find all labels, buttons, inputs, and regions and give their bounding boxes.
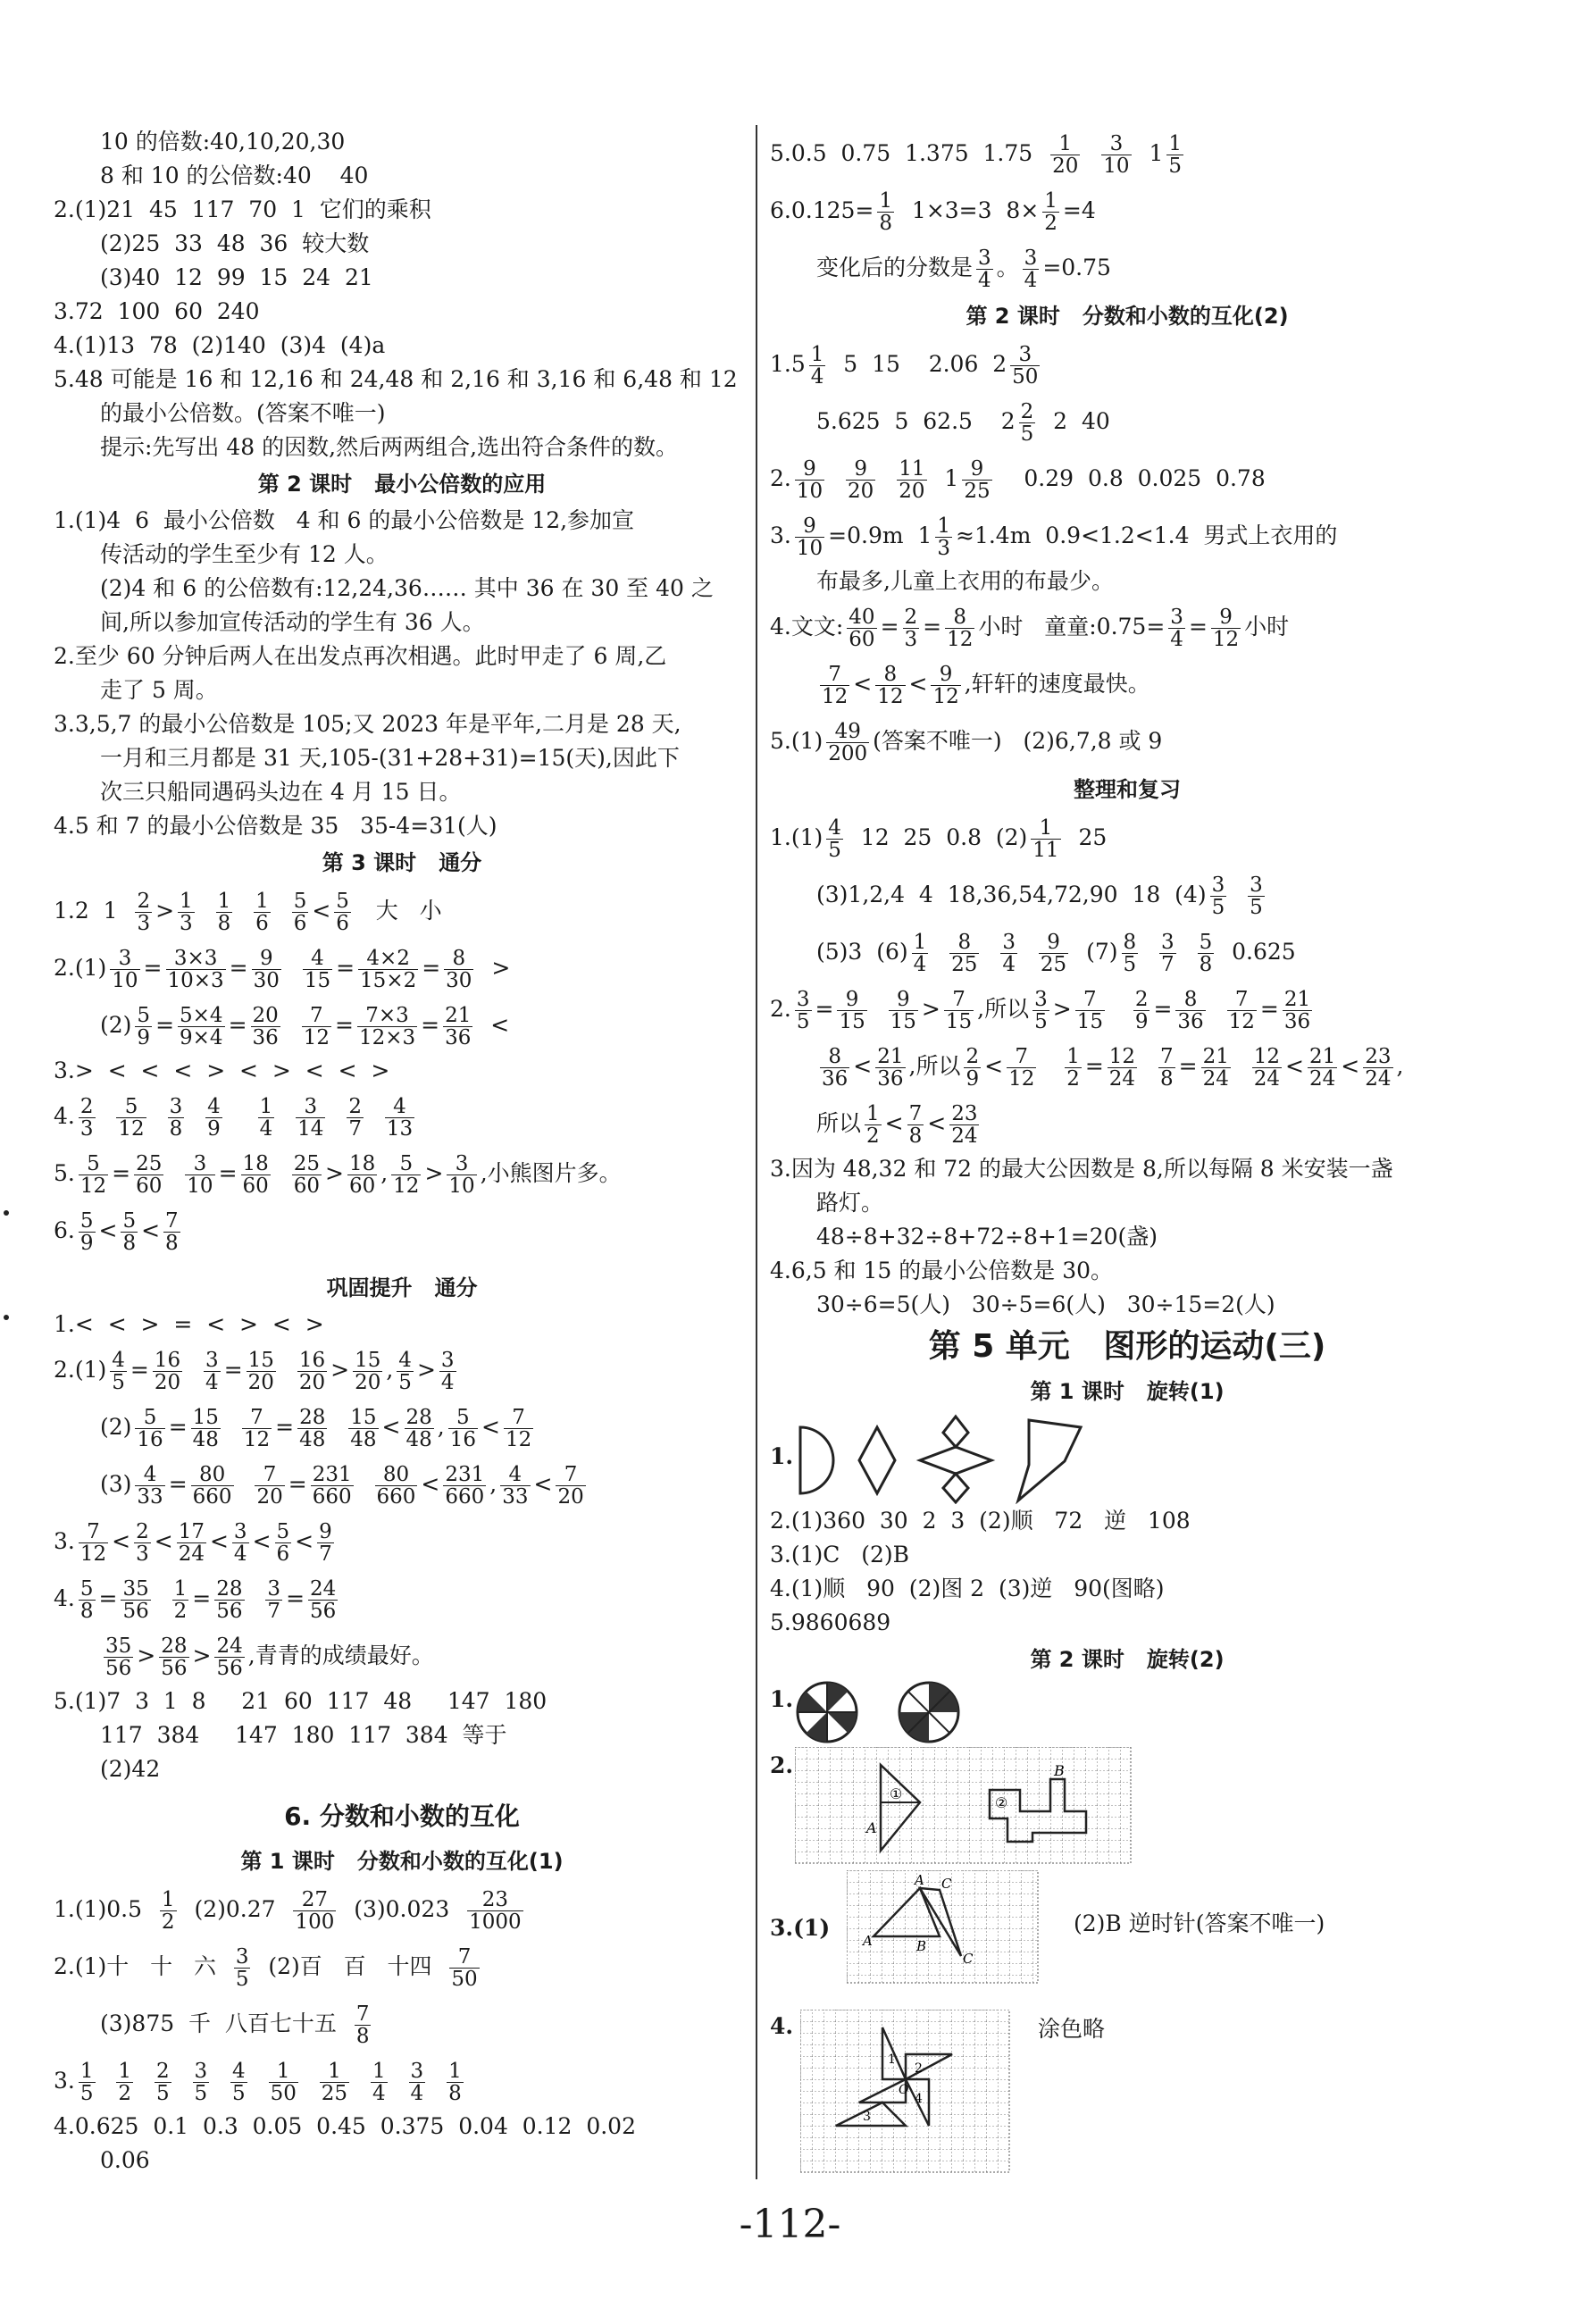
label-4: 4	[915, 2092, 923, 2106]
text-line: 0.06	[100, 2147, 150, 2173]
text-line: 1.(1)4 6 最小公倍数 4 和 6 的最小公倍数是 12,参加宣	[54, 507, 635, 533]
grid-figure-4: 4. 1 2 3 4 O 涂色略	[770, 2010, 1484, 2179]
answer-line: 1.(1)0.5 $\frac{1}{2}$ (2)0.27 $\frac{27}{100}$ (3)0.023 $\frac{23}{1000}$	[54, 1887, 522, 1934]
diamond-shape	[859, 1427, 895, 1493]
wheel-figures	[795, 1679, 991, 1745]
section-heading: 巩固提升 通分	[326, 1275, 478, 1300]
text-span: 变化后的分数是	[816, 255, 974, 280]
section-heading: 第 2 课时 分数和小数的互化(2)	[966, 304, 1289, 329]
answer-line: 4.文文: $\frac{40}{60}$ = $\frac{2}{3}$ = $\frac{8}{12}$ 小时 童童:0.75= $\frac{3}{4}$ = $\frac{9}{12}$ 小时	[770, 605, 1290, 651]
text-line: 布最多,儿童上衣用的布最少。	[816, 568, 1114, 594]
unit-heading: 第 5 单元 图形的运动(三)	[928, 1328, 1326, 1365]
half-circle-shape	[800, 1427, 833, 1493]
text-line: 3.72 100 60 240	[54, 298, 260, 324]
section-heading: 第 2 课时 最小公倍数的应用	[257, 472, 547, 497]
text-span: 男式上衣用的	[1203, 522, 1338, 548]
label-b: B	[916, 1938, 927, 1954]
section-heading: 第 1 课时 旋转(1)	[1030, 1379, 1225, 1404]
column-divider	[756, 125, 757, 2179]
text-line: 5.9860689	[770, 1609, 891, 1635]
answer-line: 5. $\frac{5}{12}$ = $\frac{25}{60}$ $\frac{3}{10}$ = $\frac{18}{60}$ $\frac{25}{60}$ > $\frac{18}{60}$ , $\frac{5}{12}$ > $\frac{3}{10}$ ,小熊图片多。	[54, 1151, 622, 1198]
section-heading: 整理和复习	[1074, 777, 1181, 802]
answer-line: 2. $\frac{9}{10}$ $\frac{9}{20}$ $\frac{11}{20}$ 1 $\frac{9}{25}$ 0.29 0.8 0.025 0.78	[770, 456, 1266, 503]
shape-figures	[795, 1411, 1152, 1504]
text-line: 117 384 147 180 117 384 等于	[100, 1722, 507, 1748]
text-line: (2)4 和 6 的公倍数有:12,24,36…… 其中 36 在 30 至 40 之	[100, 575, 714, 601]
text-line: 间,所以参加宣传活动的学生有 36 人。	[100, 609, 485, 635]
label-2: 2	[915, 2061, 923, 2076]
label-3: 3	[863, 2110, 871, 2124]
pie-figures: 1.	[770, 1679, 1484, 1745]
text-line: (3)40 12 99 15 24 21	[100, 264, 373, 290]
label-a2: A	[863, 1933, 873, 1949]
answer-line: 所以 $\frac{1}{2}$ < $\frac{7}{8}$ < $\frac{23}{24}$	[816, 1101, 978, 1148]
label-o: O	[899, 2083, 909, 2097]
answer-line: 6.0.125= $\frac{1}{8}$ 1×3=3 8× $\frac{1}{2}$ =4	[770, 188, 1096, 235]
margin-dot	[4, 1210, 9, 1216]
text-span: 4.文文:	[770, 614, 844, 640]
text-span: 小时	[1244, 614, 1290, 640]
answer-line: (3)1,2,4 4 18,36,54,72,90 18 (4) $\frac{3}{5}$ $\frac{3}{5}$	[816, 873, 1263, 919]
text-span: 大 小	[375, 898, 442, 924]
answer-line: 4. $\frac{5}{8}$ = $\frac{35}{56}$ $\frac{1}{2}$ = $\frac{28}{56}$ $\frac{3}{7}$ = $\frac{24}{56}$	[54, 1576, 337, 1623]
text-line: 1.< < > = < > < >	[54, 1311, 324, 1337]
text-line: 3.> < < < > < > < < >	[54, 1058, 390, 1083]
answer-line: $\frac{7}{12}$ < $\frac{8}{12}$ < $\frac{9}{12}$ ,轩轩的速度最快。	[822, 662, 1150, 708]
answer-line: 6. $\frac{5}{9}$ < $\frac{5}{8}$ < $\frac{7}{8}$	[54, 1208, 179, 1255]
bent-shape	[1018, 1420, 1081, 1501]
text-span: (3)875 千 八百七十五	[100, 2011, 337, 2036]
text-line: 传活动的学生至少有 12 人。	[100, 541, 389, 567]
text-span: ,小熊图片多。	[480, 1160, 622, 1186]
answer-line: 5.625 5 62.5 2 $\frac{2}{5}$ 2 40	[816, 399, 1110, 446]
rotation-grid	[795, 1747, 1134, 1867]
text-line: 4.(1)13 78 (2)140 (3)4 (4)a	[54, 332, 386, 358]
grid-background	[795, 1747, 1131, 1863]
text-span: (答案不唯一) (2)6,7,8 或 9	[873, 728, 1163, 754]
answer-line: 变化后的分数是 $\frac{3}{4}$ 。 $\frac{3}{4}$ =0.75	[816, 246, 1111, 292]
text-span: ,轩轩的速度最快。	[964, 671, 1150, 697]
answer-line: (3) $\frac{4}{33}$ = $\frac{80}{660}$ $\frac{7}{20}$ = $\frac{231}{660}$ $\frac{80}{660}$ < $\frac{231}{660}$ , $\frac{4}{33}$ < $\frac{7}{20}$	[100, 1462, 584, 1509]
text-line: 提示:先写出 48 的因数,然后两两组合,选出符合条件的数。	[100, 434, 679, 460]
text-line: 4.(1)顺 90 (2)图 2 (3)逆 90(图略)	[770, 1576, 1165, 1601]
text-line: (2)25 33 48 36 较大数	[100, 230, 370, 256]
answer-line: 1.5 $\frac{1}{4}$ 5 15 2.06 2 $\frac{3}{50}$	[770, 342, 1039, 389]
text-line: 4.5 和 7 的最小公倍数是 35 35-4=31(人)	[54, 813, 497, 839]
label-b: B	[1054, 1762, 1065, 1779]
section-heading: 第 2 课时 旋转(2)	[1030, 1647, 1225, 1672]
text-line: 2.至少 60 分钟后两人在出发点再次相遇。此时甲走了 6 周,乙	[54, 643, 667, 669]
text-span: 5.0.5 0.75 1.375 1.75	[770, 140, 1033, 166]
text-span: (3)1,2,4 4 18,36,54,72,90 18 (4)	[816, 882, 1207, 907]
answer-line: 5.(1) $\frac{49}{200}$ (答案不唯一) (2)6,7,8 或 9	[770, 719, 1163, 765]
answer-text: (2)B 逆时针(答案不唯一)	[1074, 1910, 1325, 1936]
answer-line: 1.(1) $\frac{4}{5}$ 12 25 0.8 (2) $\frac{1}{11}$ 25	[770, 815, 1108, 862]
label-2: ②	[995, 1794, 1008, 1811]
text-line: 2.(1)21 45 117 70 1 它们的乘积	[54, 196, 431, 222]
answer-line: 3. $\frac{7}{12}$ < $\frac{2}{3}$ < $\frac{17}{24}$ < $\frac{3}{4}$ < $\frac{5}{6}$ < $\frac{9}{7}$	[54, 1519, 332, 1566]
answer-line: 3. $\frac{9}{10}$ =0.9m 1 $\frac{1}{3}$ ≈1.4m 0.9<1.2<1.4 男式上衣用的	[770, 514, 1338, 560]
left-column	[54, 125, 750, 2178]
text-line: 2.(1)360 30 2 3 (2)顺 72 逆 108	[770, 1508, 1191, 1534]
answer-line: 2. $\frac{3}{5}$ = $\frac{9}{15}$ $\frac{9}{15}$ > $\frac{7}{15}$ ,所以 $\frac{3}{5}$ > $\frac{7}{15}$ $\frac{2}{9}$ = $\frac{8}{36}$ $\frac{7}{12}$ = $\frac{21}{36}$	[770, 987, 1311, 1033]
rotation-figures-1: 1.	[770, 1411, 1484, 1504]
text-line: 3.3,5,7 的最小公倍数是 105;又 2023 年是平年,二月是 28 天,	[54, 711, 681, 737]
text-line: 5.48 可能是 16 和 12,16 和 24,48 和 2,16 和 3,16 和 6,48 和 12	[54, 366, 738, 392]
text-span: ,青青的成绩最好。	[247, 1643, 434, 1668]
label-c2: C	[963, 1951, 974, 1967]
text-line: 走了 5 周。	[100, 677, 218, 703]
answer-line: 3. $\frac{1}{5}$ $\frac{1}{2}$ $\frac{2}{5}$ $\frac{3}{5}$ $\frac{4}{5}$ $\frac{1}{50}$ $\frac{1}{25}$ $\frac{1}{4}$ $\frac{3}{4}$ $\frac{1}{8}$	[54, 2059, 462, 2105]
label-a: A	[866, 1819, 877, 1836]
text-line: 8 和 10 的公倍数:40 40	[100, 163, 369, 188]
text-line: 5.(1)7 3 1 8 21 60 117 48 147 180	[54, 1688, 548, 1714]
text-line: 一月和三月都是 31 天,105-(31+28+31)=15(天),因此下	[100, 745, 680, 771]
answer-line: 4. $\frac{2}{3}$ $\frac{5}{12}$ $\frac{3}{8}$ $\frac{4}{9}$ $\frac{1}{4}$ $\frac{3}{14}$ $\frac{2}{7}$ $\frac{4}{13}$	[54, 1094, 414, 1141]
unit-heading: 6. 分数和小数的互化	[284, 1802, 520, 1831]
grid-figure-2: 2. ① A ② B	[770, 1745, 1484, 1870]
text-span: 小时	[978, 614, 1024, 640]
label-1: ①	[890, 1785, 903, 1802]
text-line: 4.0.625 0.1 0.3 0.05 0.45 0.375 0.04 0.12 0.02	[54, 2113, 636, 2139]
text-line: 10 的倍数:40,10,20,30	[100, 129, 346, 155]
triangle-grid	[847, 1870, 1043, 1986]
answer-line: $\frac{35}{56}$ > $\frac{28}{56}$ > $\frac{24}{56}$ ,青青的成绩最好。	[105, 1634, 434, 1680]
text-line: (2)42	[100, 1756, 161, 1782]
answer-line: (3)875 千 八百七十五 $\frac{7}{8}$	[100, 2002, 370, 2048]
right-column	[770, 125, 1484, 2179]
answer-line: 2.(1) $\frac{3}{10}$ = $\frac{3\times 3}{10\times 3}$ = $\frac{9}{30}$ $\frac{4}{15}$ = $\frac{4\times 2}{15\times 2}$ = $\frac{8}{30}$ >	[54, 946, 511, 992]
answer-line: (5)3 (6) $\frac{1}{4}$ $\frac{8}{25}$ $\frac{3}{4}$ $\frac{9}{25}$ (7) $\frac{8}{5}$ $\frac{3}{7}$ $\frac{5}{8}$ 0.625	[816, 930, 1296, 976]
text-line: 3.因为 48,32 和 72 的最大公因数是 8,所以每隔 8 米安装一盏	[770, 1156, 1393, 1182]
text-line: 4.6,5 和 15 的最小公倍数是 30。	[770, 1258, 1114, 1283]
text-line: 48÷8+32÷8+72÷8+1=20(盏)	[816, 1224, 1158, 1250]
page-number: -112-	[739, 2202, 841, 2247]
answer-line: (2) $\frac{5}{16}$ = $\frac{15}{48}$ $\frac{7}{12}$ = $\frac{28}{48}$ $\frac{15}{48}$ < $\frac{28}{48}$ , $\frac{5}{16}$ < $\frac{7}{12}$	[100, 1405, 532, 1451]
text-line: 的最小公倍数。(答案不唯一)	[100, 400, 386, 426]
compound-shape	[920, 1417, 991, 1502]
answer-text: 涂色略	[1038, 2016, 1106, 2042]
text-line: 3.(1)C (2)B	[770, 1542, 910, 1567]
answer-line: $\frac{8}{36}$ < $\frac{21}{36}$ ,所以 $\frac{2}{9}$ < $\frac{7}{12}$ $\frac{1}{2}$ = $\frac{12}{24}$ $\frac{7}{8}$ = $\frac{21}{24}$ $\frac{12}{24}$ < $\frac{21}{24}$ < $\frac{23}{24}$ ,	[822, 1044, 1404, 1091]
section-heading: 第 1 课时 分数和小数的互化(1)	[240, 1849, 564, 1874]
grid-figure-3: 3.(1) A C A B C (2)B 逆时针(答案不唯一)	[770, 1870, 1484, 1992]
text-line: 次三只船同遇码头边在 4 月 15 日。	[100, 779, 462, 805]
label-c: C	[941, 1876, 952, 1892]
text-span: 0.29 0.8 0.025 0.78	[1024, 465, 1266, 491]
text-span: 童童:0.75=	[1044, 614, 1166, 640]
answer-line: 1.2 1 $\frac{2}{3}$ > $\frac{1}{3}$ $\frac{1}{8}$ $\frac{1}{6}$ $\frac{5}{6}$ < $\frac{5}{6}$ 大 小	[54, 889, 442, 935]
label-a: A	[915, 1872, 924, 1888]
answer-line: (2) $\frac{5}{9}$ = $\frac{5\times 4}{9\times 4}$ = $\frac{20}{36}$ $\frac{7}{12}$ = $\frac{7\times 3}{12\times 3}$ = $\frac{21}{36}$ <	[100, 1003, 510, 1049]
answer-line: 5.0.5 0.75 1.375 1.75 $\frac{1}{20}$ $\frac{3}{10}$ 1 $\frac{1}{5}$	[770, 131, 1183, 178]
margin-dot	[4, 1315, 9, 1320]
answer-line: 2.(1) $\frac{4}{5}$ = $\frac{16}{20}$ $\frac{3}{4}$ = $\frac{15}{20}$ $\frac{16}{20}$ > $\frac{15}{20}$ , $\frac{4}{5}$ > $\frac{3}{4}$	[54, 1348, 455, 1394]
pinwheel-grid	[800, 2010, 1015, 2176]
answer-line: 2.(1)十 十 六 $\frac{3}{5}$ (2)百 百 十四 $\frac{7}{50}$	[54, 1944, 478, 1991]
text-line: 30÷6=5(人) 30÷5=6(人) 30÷15=2(人)	[816, 1292, 1275, 1317]
text-line: 路灯。	[816, 1190, 884, 1216]
section-heading: 第 3 课时 通分	[322, 850, 482, 875]
label-1: 1	[888, 2052, 896, 2067]
